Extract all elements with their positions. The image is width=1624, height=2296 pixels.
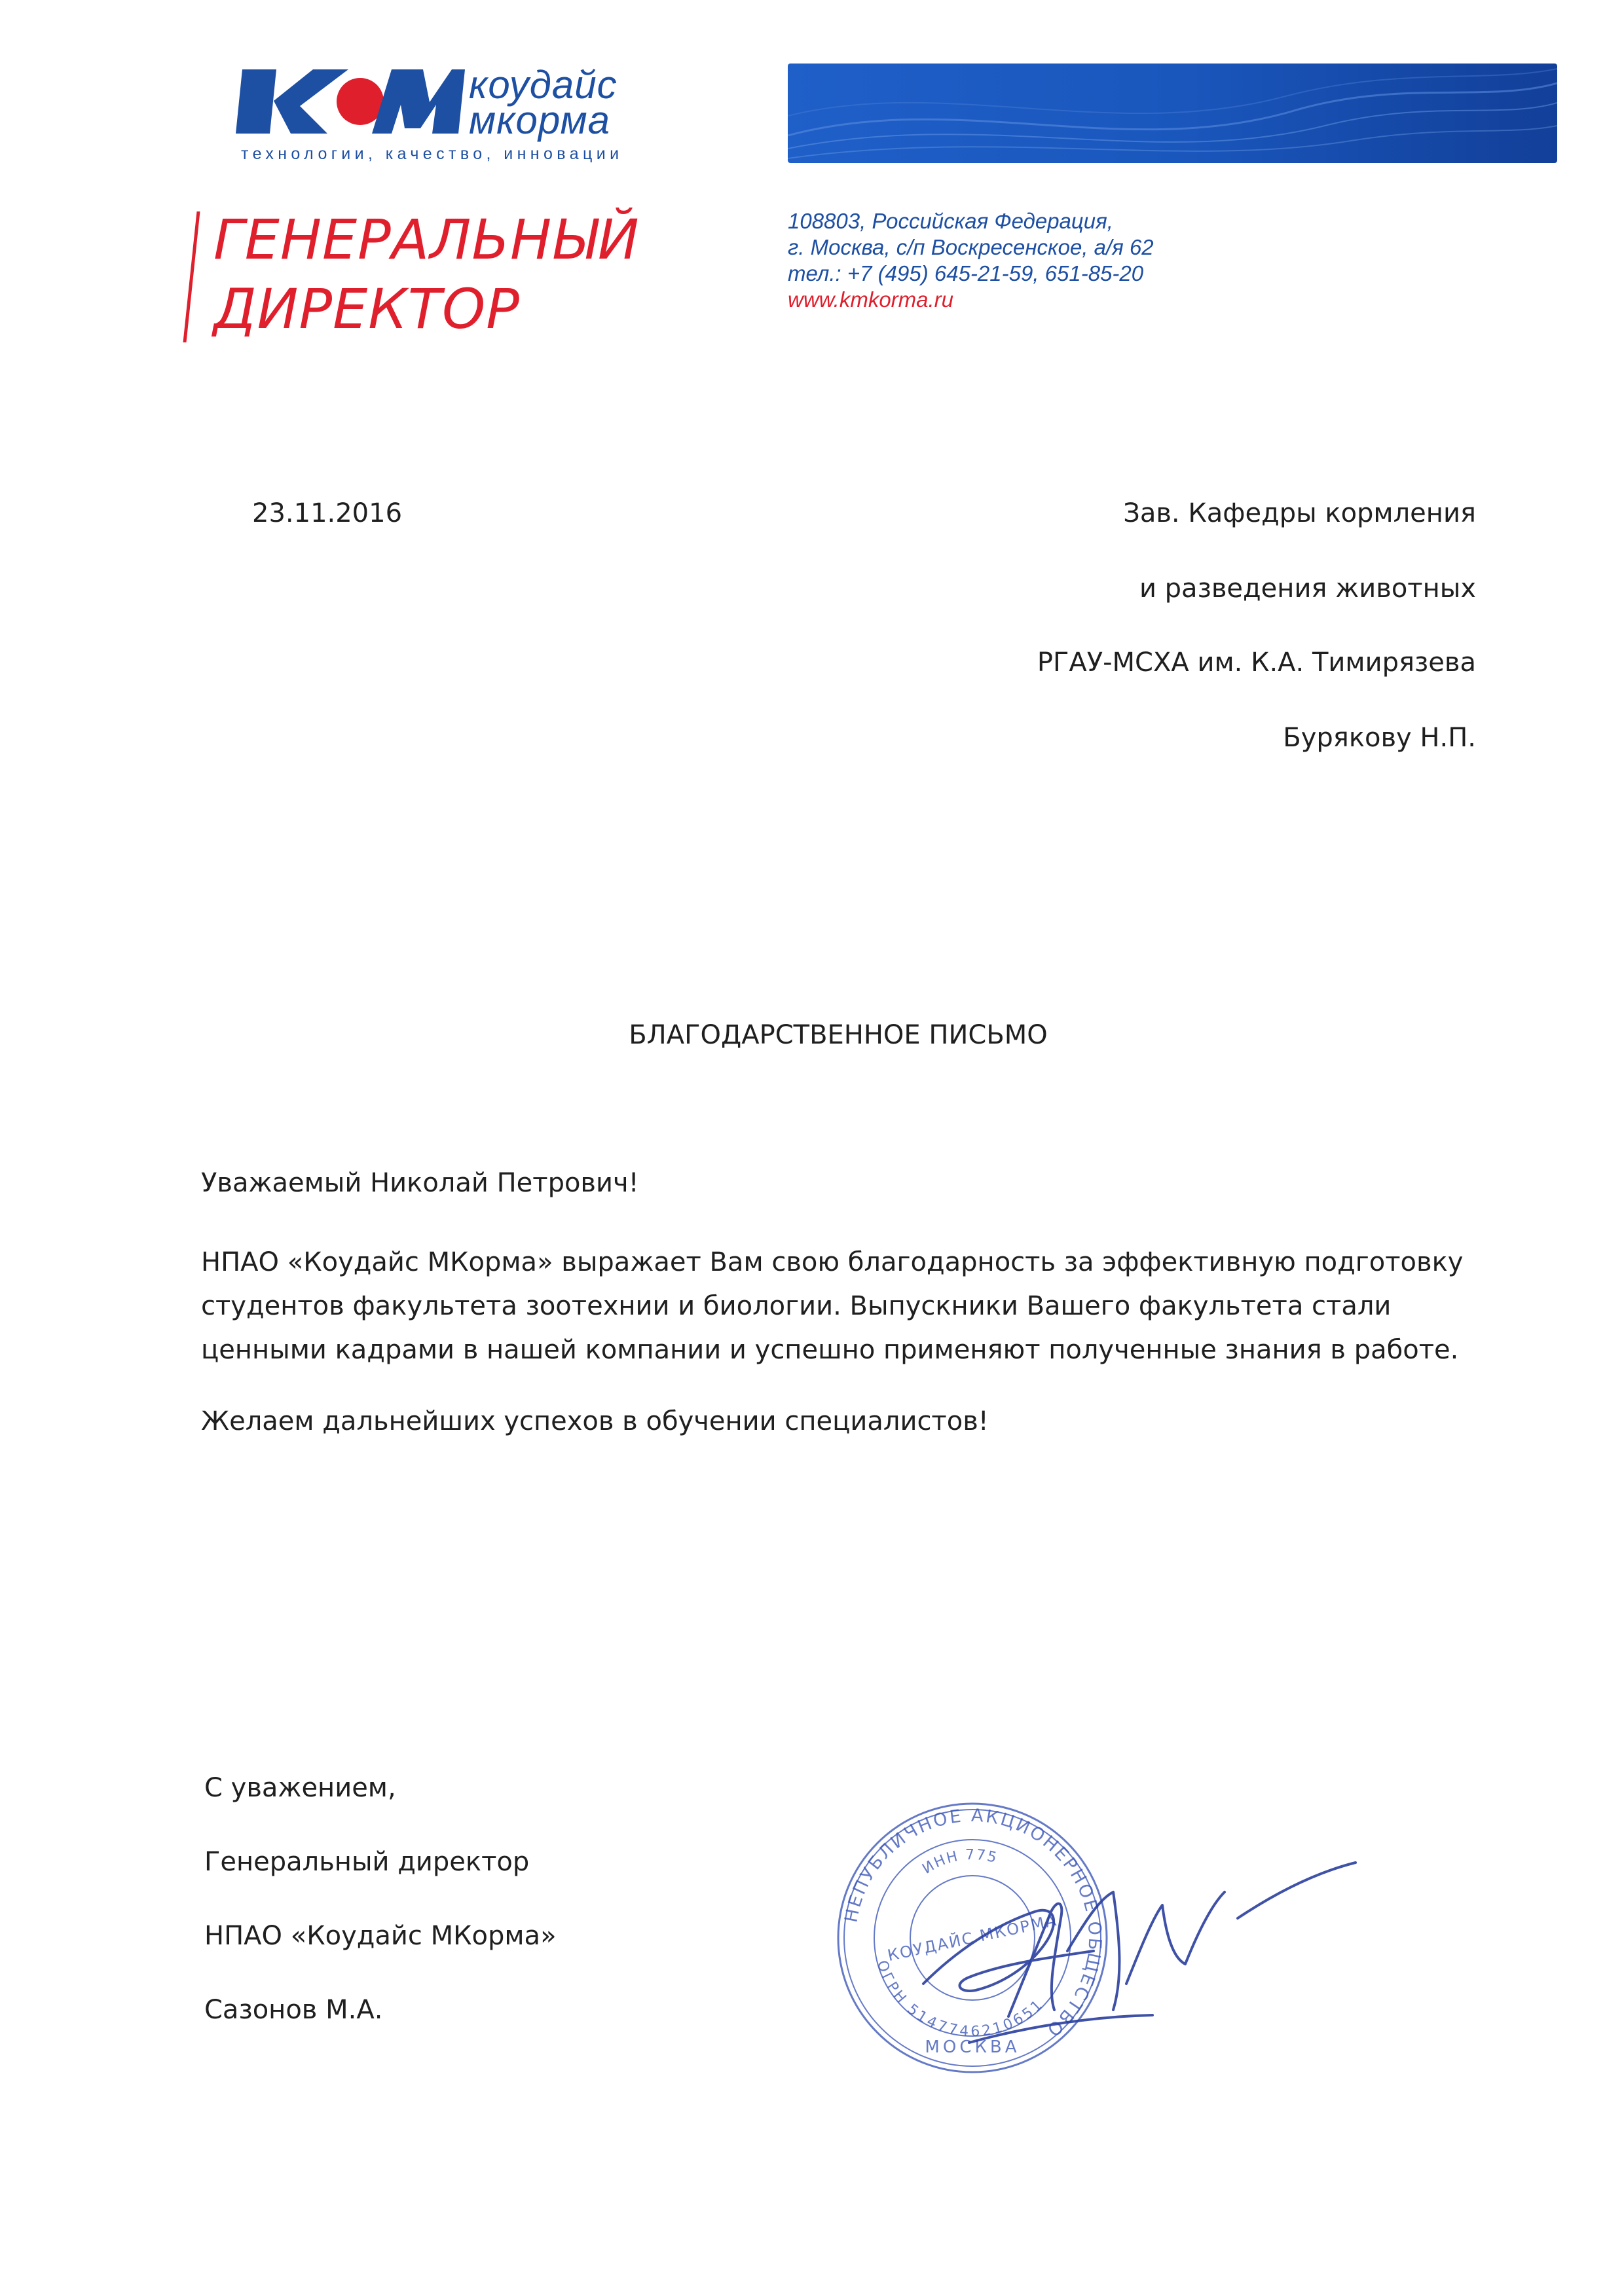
position-mark (185, 206, 643, 350)
paragraph-line: ценными кадрами в нашей компании и успешно применяют полученные знания в работе. (201, 1335, 1459, 1365)
km-logo-mark (236, 60, 465, 145)
address-line2: г. Москва, с/п Воскресенское, а/я 62 (788, 235, 1154, 259)
brand-name-line2: мкорма (469, 98, 611, 142)
letter-paragraph-1 (201, 1241, 1463, 1372)
handwritten-signature (897, 1853, 1369, 2069)
closing-regards: С уважением, (204, 1773, 396, 1803)
paragraph-line: НПАО «Коудайс МКорма» выражает Вам свою благодарность за эффективную подготовку (201, 1247, 1464, 1277)
closing-signatory: Сазонов М.А. (204, 1995, 383, 2025)
letter-paragraph-2: Желаем дальнейших успехов в обучении специалистов! (201, 1406, 989, 1436)
paragraph-line: студентов факультета зоотехнии и биологии. Выпускники Вашего факультета стали (201, 1291, 1392, 1321)
letter-title: БЛАГОДАРСТВЕННОЕ ПИСЬМО (629, 1020, 1048, 1050)
address-phone: тел.: +7 (495) 645-21-59, 651-85-20 (788, 261, 1144, 285)
company-address (788, 208, 1285, 313)
recipient-line: Бурякову Н.П. (1283, 723, 1476, 753)
recipient-line: Зав. Кафедры кормления (1123, 498, 1476, 528)
company-logo (236, 60, 642, 172)
recipient-line: РГАУ-МСХА им. К.А. Тимирязева (1037, 647, 1476, 678)
letter-date: 23.11.2016 (252, 498, 403, 528)
address-line1: 108803, Российская Федерация, (788, 209, 1113, 233)
address-website: www.kmkorma.ru (788, 287, 954, 312)
red-divider-bar (183, 211, 200, 342)
letter-greeting: Уважаемый Николай Петрович! (201, 1168, 639, 1198)
seal-ogrn-text: ОГРН 5147746210651 (873, 1958, 1048, 2041)
seal-inn-text: ИНН 775 (919, 1846, 1000, 1878)
seal-outer-text: НЕПУБЛИЧНОЕ АКЦИОНЕРНОЕ ОБЩЕСТВО (841, 1805, 1105, 2042)
company-tagline: технологии, качество, инновации (241, 145, 623, 163)
position-mark-line1: ГЕНЕРАЛЬНЫЙ (213, 208, 640, 272)
closing-company: НПАО «Коудайс МКорма» (204, 1921, 557, 1951)
recipient-line: и разведения животных (1139, 574, 1476, 604)
seal-center-text: КОУДАЙС МКОРМА (885, 1910, 1060, 1965)
header-band (788, 64, 1557, 163)
closing-position: Генеральный директор (204, 1847, 530, 1877)
brand-name-line1: коудайс (469, 63, 618, 107)
position-mark-line2: ДИРЕКТОР (213, 277, 520, 341)
seal-city: МОСКВА (925, 2037, 1020, 2057)
